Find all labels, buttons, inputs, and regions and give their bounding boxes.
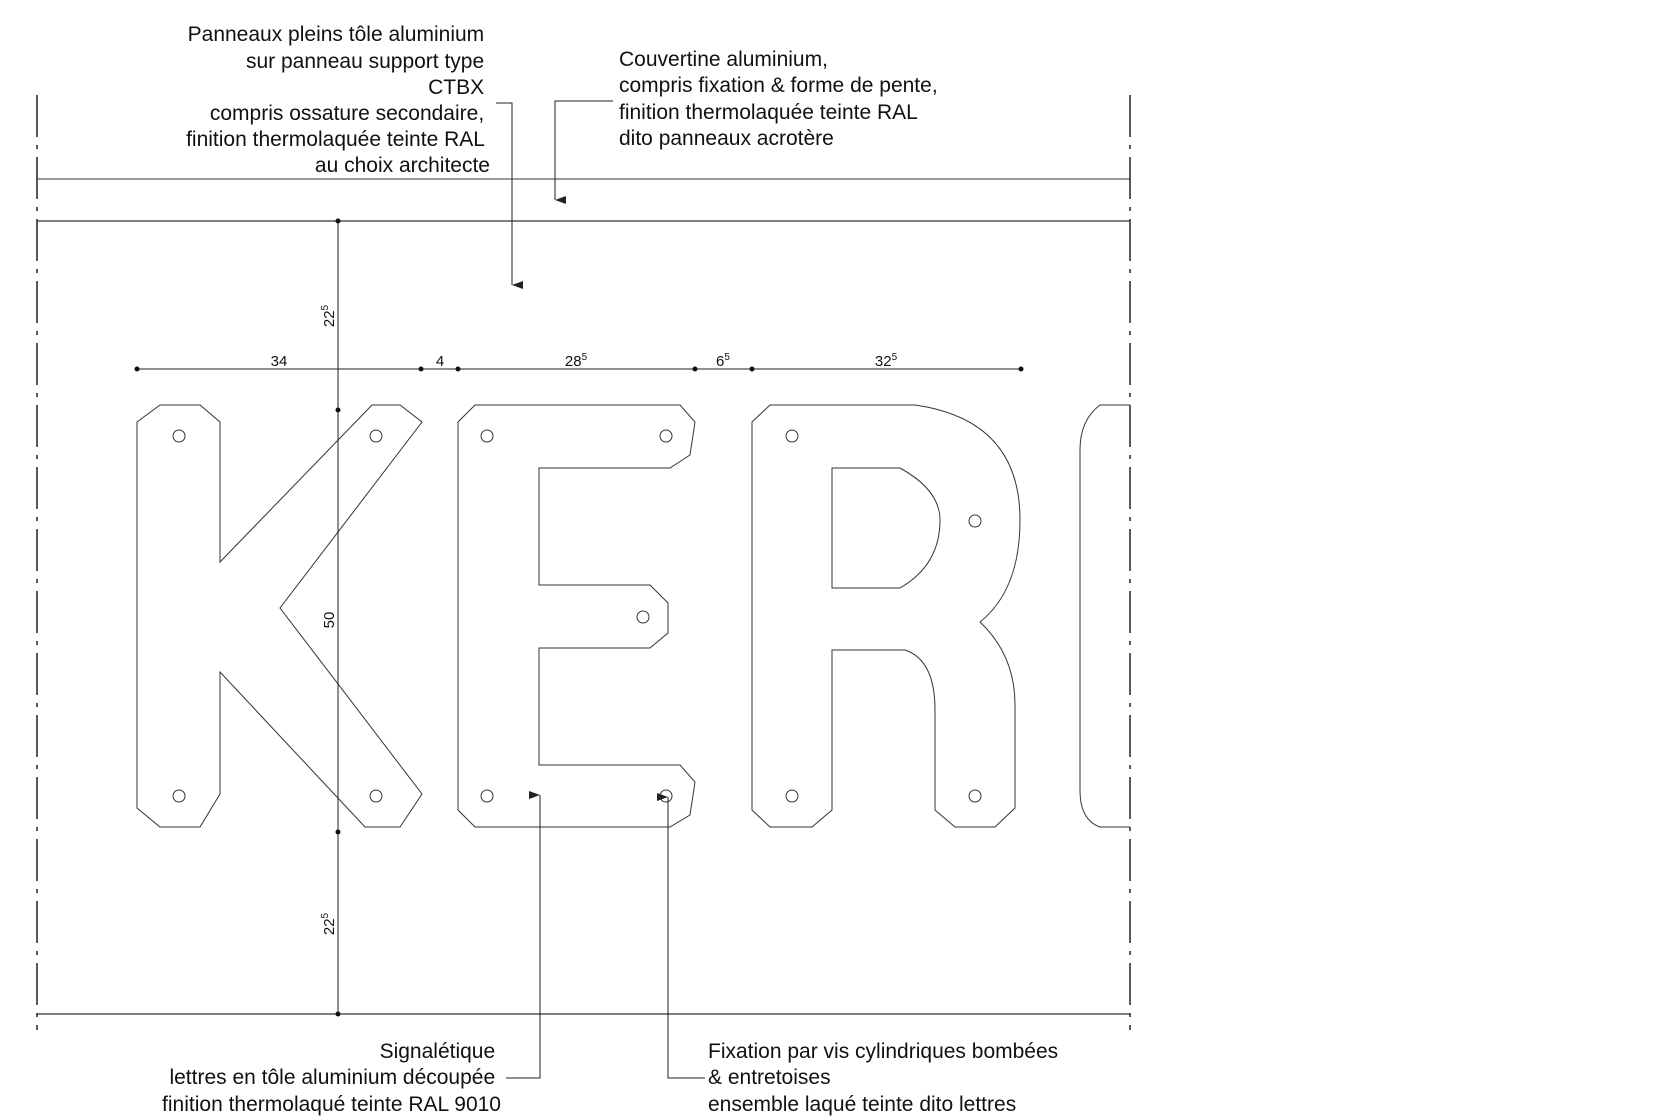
letter-o-partial: [1080, 405, 1130, 827]
dimension-tick: [456, 367, 461, 372]
dimension-tick: [135, 367, 140, 372]
dimension-tick: [336, 830, 341, 835]
r-fixing-hole: [969, 515, 981, 527]
letter-r: [752, 405, 1020, 827]
coping-annotation: Couvertine aluminium, compris fixation & forme de pente, finition thermolaquée teinte RAL dito panneaux acrotère: [619, 48, 938, 150]
r-fixing-hole: [786, 430, 798, 442]
dimension-tick: [419, 367, 424, 372]
panels-leader: [496, 103, 512, 285]
k-fixing-hole: [370, 790, 382, 802]
dim-v-2: 50: [321, 611, 338, 629]
dim-h-1: 34: [270, 353, 288, 370]
dim-h-3: $28^5$: [564, 352, 588, 370]
dim-h-5: $32^5$: [874, 352, 898, 370]
k-fixing-hole: [173, 790, 185, 802]
r-fixing-hole: [969, 790, 981, 802]
dimension-tick: [750, 367, 755, 372]
fixing-leader: [668, 797, 705, 1078]
e-fixing-hole: [660, 430, 672, 442]
e-fixing-hole: [660, 790, 672, 802]
e-fixing-hole: [481, 790, 493, 802]
dim-v-3: $22^5$: [320, 912, 338, 936]
dim-v-1: $22^5$: [320, 304, 338, 328]
coping-leader: [555, 101, 613, 200]
letter-e: [458, 405, 695, 827]
dimension-tick: [1019, 367, 1024, 372]
e-fixing-hole: [481, 430, 493, 442]
dimension-tick: [693, 367, 698, 372]
e-fixing-hole: [637, 611, 649, 623]
dim-h-2: 4: [435, 353, 445, 370]
dimension-tick: [336, 408, 341, 413]
dimension-tick: [336, 219, 341, 224]
panels-annotation: Panneaux pleins tôle aluminium sur panneau support type CTBX compris ossature secondaire, finition thermolaquée teinte RAL au choix architecte: [186, 23, 490, 177]
dim-h-4: $6^5$: [716, 352, 730, 370]
fixing-annotation: Fixation par vis cylindriques bombées & entretoises ensemble laqué teinte dito lettres: [708, 1040, 1059, 1116]
signage-leader: [506, 795, 540, 1078]
k-fixing-hole: [173, 430, 185, 442]
signage-annotation: Signalétique lettres en tôle aluminium découpée finition thermolaqué teinte RAL 9010: [162, 1040, 501, 1116]
k-fixing-hole: [370, 430, 382, 442]
dimension-tick: [336, 1012, 341, 1017]
r-fixing-hole: [786, 790, 798, 802]
letter-k: [137, 405, 422, 827]
